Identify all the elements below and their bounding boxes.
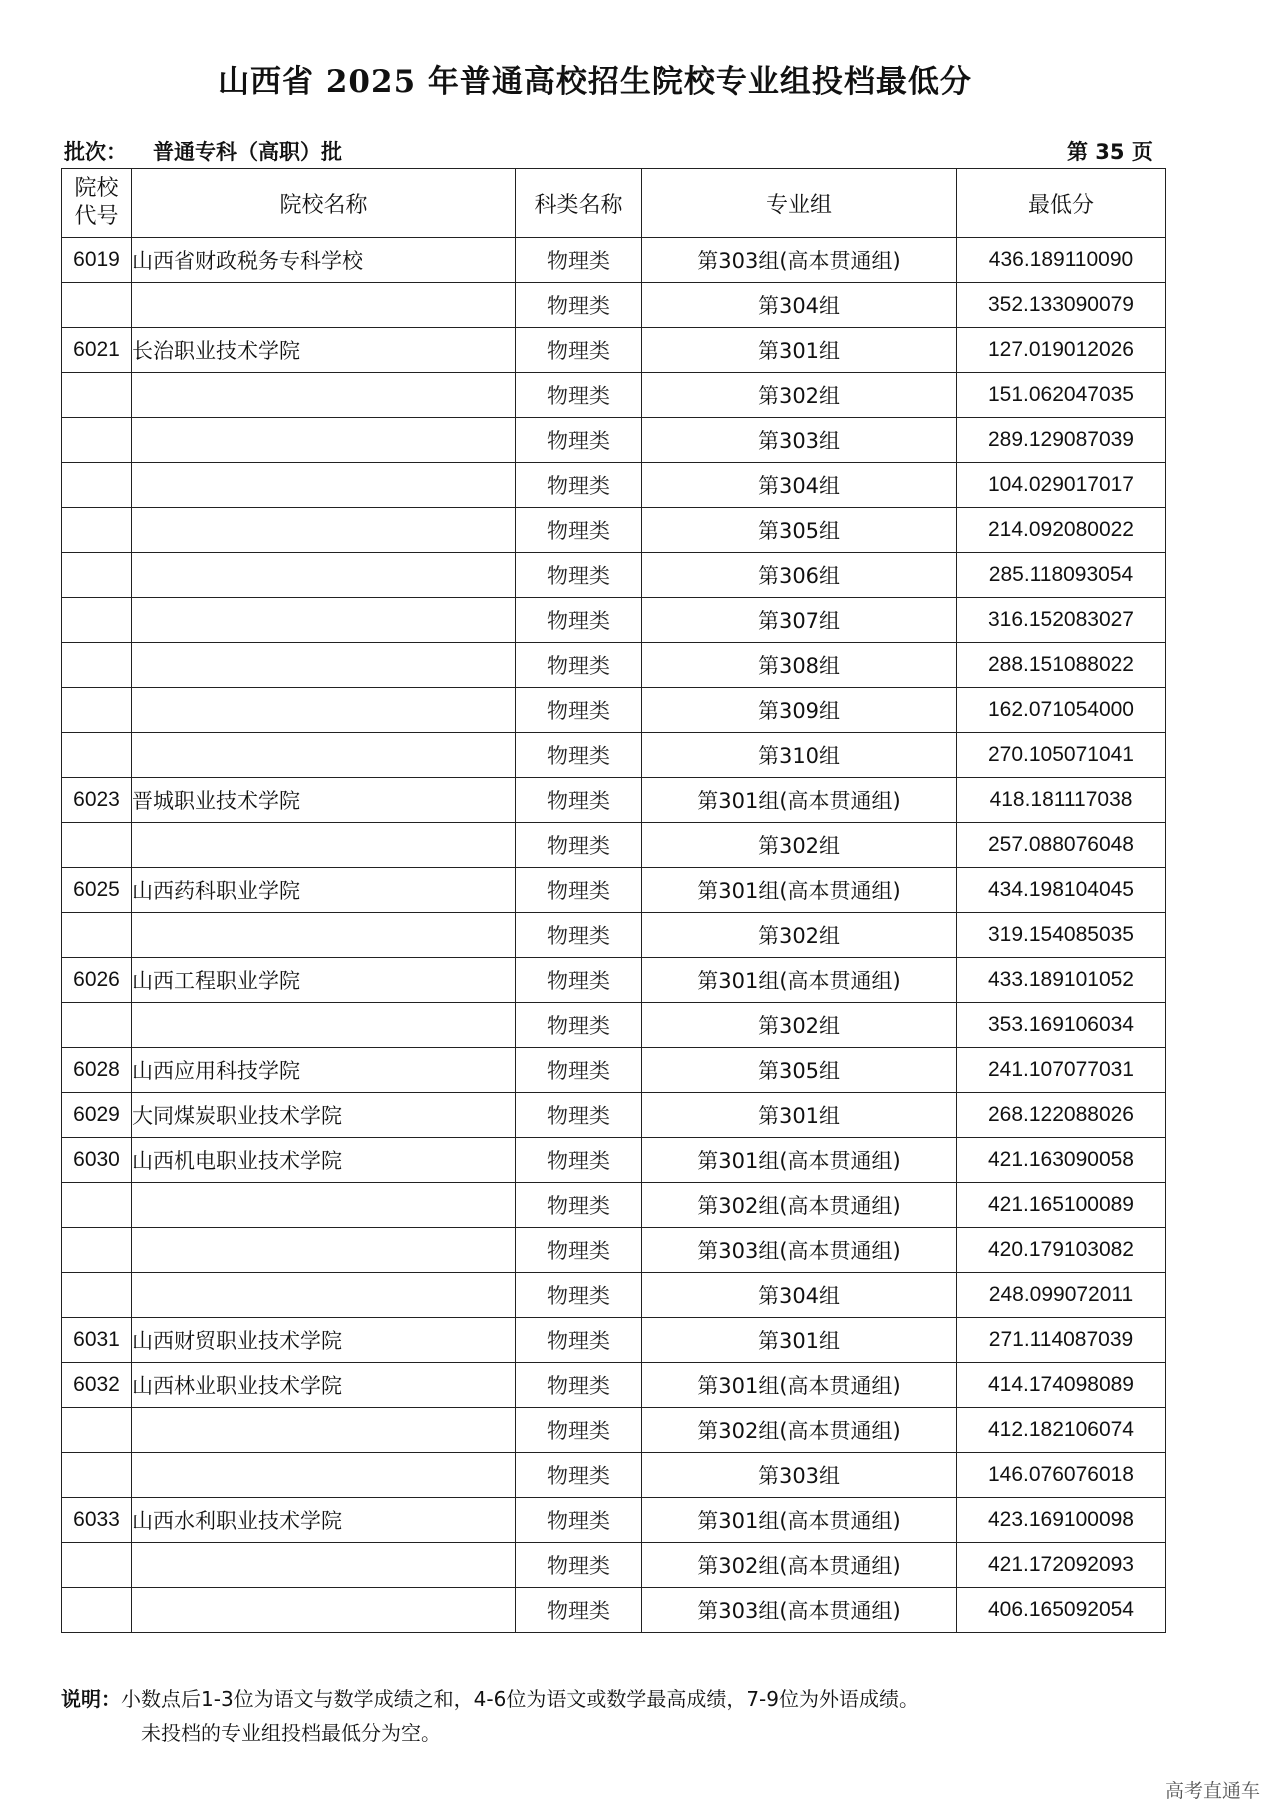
table-row — [62, 373, 1166, 418]
table-body — [62, 238, 1166, 1633]
cell-category: 物理类 — [516, 1183, 642, 1228]
table-row — [62, 733, 1166, 778]
cell-category: 物理类 — [516, 1498, 642, 1543]
cell-min-score: 418.181117038 — [957, 778, 1166, 823]
cell-category: 物理类 — [516, 1048, 642, 1093]
table-row — [62, 1318, 1166, 1363]
cell-min-score: 271.114087039 — [957, 1318, 1166, 1363]
cell-school-code: 6026 — [62, 958, 132, 1003]
table-row — [62, 508, 1166, 553]
cell-school-code: 6029 — [62, 1093, 132, 1138]
cell-min-score: 352.133090079 — [957, 283, 1166, 328]
cell-school-code — [62, 1408, 132, 1453]
cell-school-code — [62, 1543, 132, 1588]
cell-school-name — [132, 733, 516, 778]
cell-major-group: 第302组 — [642, 373, 957, 418]
cell-category: 物理类 — [516, 283, 642, 328]
cell-major-group: 第301组(高本贯通组) — [642, 1138, 957, 1183]
batch-value: 普通专科（高职）批 — [153, 140, 342, 164]
cell-school-name: 山西财贸职业技术学院 — [132, 1318, 516, 1363]
cell-school-code — [62, 733, 132, 778]
cell-category: 物理类 — [516, 1273, 642, 1318]
cell-min-score: 434.198104045 — [957, 868, 1166, 913]
table-row — [62, 1543, 1166, 1588]
cell-school-code — [62, 643, 132, 688]
cell-category: 物理类 — [516, 1408, 642, 1453]
cell-min-score: 319.154085035 — [957, 913, 1166, 958]
table-row — [62, 238, 1166, 283]
cell-school-code — [62, 283, 132, 328]
cell-category: 物理类 — [516, 1363, 642, 1408]
cell-category: 物理类 — [516, 1453, 642, 1498]
cell-category: 物理类 — [516, 958, 642, 1003]
cell-category: 物理类 — [516, 553, 642, 598]
table-row — [62, 1588, 1166, 1633]
cell-school-name — [132, 1588, 516, 1633]
cell-school-name — [132, 688, 516, 733]
table-row — [62, 958, 1166, 1003]
cell-school-name — [132, 418, 516, 463]
cell-school-code: 6025 — [62, 868, 132, 913]
cell-major-group: 第303组 — [642, 1453, 957, 1498]
cell-min-score: 146.076076018 — [957, 1453, 1166, 1498]
cell-major-group: 第301组 — [642, 1318, 957, 1363]
cell-major-group: 第307组 — [642, 598, 957, 643]
cell-school-name — [132, 913, 516, 958]
cell-min-score: 127.019012026 — [957, 328, 1166, 373]
cell-major-group: 第305组 — [642, 1048, 957, 1093]
table-row — [62, 1408, 1166, 1453]
cell-major-group: 第308组 — [642, 643, 957, 688]
header-category: 科类名称 — [516, 169, 642, 238]
cell-school-name — [132, 643, 516, 688]
cell-category: 物理类 — [516, 463, 642, 508]
cell-major-group: 第304组 — [642, 283, 957, 328]
table-row — [62, 1228, 1166, 1273]
header-name: 院校名称 — [132, 169, 516, 238]
cell-school-name — [132, 1273, 516, 1318]
cell-school-code — [62, 823, 132, 868]
cell-school-code — [62, 1588, 132, 1633]
cell-category: 物理类 — [516, 418, 642, 463]
cell-min-score: 406.165092054 — [957, 1588, 1166, 1633]
cell-school-code: 6019 — [62, 238, 132, 283]
cell-school-code: 6030 — [62, 1138, 132, 1183]
cell-school-code: 6031 — [62, 1318, 132, 1363]
score-table — [61, 168, 1166, 1633]
header-code — [62, 169, 132, 238]
table-row — [62, 1273, 1166, 1318]
cell-school-code — [62, 688, 132, 733]
table-row — [62, 823, 1166, 868]
cell-category: 物理类 — [516, 643, 642, 688]
cell-min-score: 414.174098089 — [957, 1363, 1166, 1408]
table-row — [62, 1363, 1166, 1408]
cell-category: 物理类 — [516, 373, 642, 418]
cell-school-name — [132, 1543, 516, 1588]
cell-school-name: 山西应用科技学院 — [132, 1048, 516, 1093]
table-row — [62, 643, 1166, 688]
cell-major-group: 第302组 — [642, 1003, 957, 1048]
cell-school-name — [132, 373, 516, 418]
cell-category: 物理类 — [516, 868, 642, 913]
cell-school-name — [132, 508, 516, 553]
table-row — [62, 688, 1166, 733]
cell-min-score: 420.179103082 — [957, 1228, 1166, 1273]
cell-category: 物理类 — [516, 1093, 642, 1138]
table-header-row — [62, 169, 1166, 238]
cell-school-name — [132, 1003, 516, 1048]
cell-min-score: 436.189110090 — [957, 238, 1166, 283]
cell-school-name — [132, 1228, 516, 1273]
table-row — [62, 463, 1166, 508]
cell-min-score: 421.163090058 — [957, 1138, 1166, 1183]
cell-category: 物理类 — [516, 598, 642, 643]
cell-min-score: 421.165100089 — [957, 1183, 1166, 1228]
cell-school-name: 山西省财政税务专科学校 — [132, 238, 516, 283]
header-score: 最低分 — [957, 169, 1166, 238]
cell-min-score: 433.189101052 — [957, 958, 1166, 1003]
cell-major-group: 第301组 — [642, 1093, 957, 1138]
cell-major-group: 第305组 — [642, 508, 957, 553]
cell-school-name: 山西水利职业技术学院 — [132, 1498, 516, 1543]
cell-school-code — [62, 598, 132, 643]
cell-category: 物理类 — [516, 1588, 642, 1633]
cell-min-score: 248.099072011 — [957, 1273, 1166, 1318]
table-row — [62, 1498, 1166, 1543]
cell-school-code — [62, 553, 132, 598]
cell-category: 物理类 — [516, 328, 642, 373]
cell-major-group: 第302组(高本贯通组) — [642, 1183, 957, 1228]
cell-category: 物理类 — [516, 823, 642, 868]
cell-category: 物理类 — [516, 1138, 642, 1183]
table-row — [62, 598, 1166, 643]
cell-min-score: 316.152083027 — [957, 598, 1166, 643]
watermark: 高考直通车 — [1164, 1780, 1260, 1802]
table-row — [62, 283, 1166, 328]
cell-school-name: 长治职业技术学院 — [132, 328, 516, 373]
cell-school-name — [132, 598, 516, 643]
cell-school-code — [62, 463, 132, 508]
table-row — [62, 1048, 1166, 1093]
cell-category: 物理类 — [516, 913, 642, 958]
cell-major-group: 第302组(高本贯通组) — [642, 1543, 957, 1588]
cell-min-score: 162.071054000 — [957, 688, 1166, 733]
cell-major-group: 第310组 — [642, 733, 957, 778]
cell-school-name — [132, 1453, 516, 1498]
cell-school-code — [62, 1228, 132, 1273]
cell-min-score: 151.062047035 — [957, 373, 1166, 418]
cell-school-name — [132, 283, 516, 328]
cell-major-group: 第301组(高本贯通组) — [642, 1363, 957, 1408]
cell-min-score: 412.182106074 — [957, 1408, 1166, 1453]
table-row — [62, 868, 1166, 913]
table-row — [62, 553, 1166, 598]
cell-min-score: 241.107077031 — [957, 1048, 1166, 1093]
cell-major-group: 第304组 — [642, 1273, 957, 1318]
cell-school-name: 山西林业职业技术学院 — [132, 1363, 516, 1408]
cell-min-score: 353.169106034 — [957, 1003, 1166, 1048]
cell-min-score: 257.088076048 — [957, 823, 1166, 868]
table-row — [62, 1183, 1166, 1228]
cell-min-score: 421.172092093 — [957, 1543, 1166, 1588]
footnote — [61, 1682, 1191, 1750]
cell-school-name: 山西药科职业学院 — [132, 868, 516, 913]
cell-school-code: 6033 — [62, 1498, 132, 1543]
cell-major-group: 第301组 — [642, 328, 957, 373]
cell-major-group: 第309组 — [642, 688, 957, 733]
cell-category: 物理类 — [516, 688, 642, 733]
cell-school-name: 山西工程职业学院 — [132, 958, 516, 1003]
cell-school-name — [132, 1183, 516, 1228]
cell-school-name — [132, 823, 516, 868]
cell-category: 物理类 — [516, 1228, 642, 1273]
cell-category: 物理类 — [516, 778, 642, 823]
table-row — [62, 328, 1166, 373]
cell-min-score: 423.169100098 — [957, 1498, 1166, 1543]
cell-school-code: 6021 — [62, 328, 132, 373]
cell-major-group: 第306组 — [642, 553, 957, 598]
batch-info — [64, 136, 342, 166]
cell-school-code — [62, 1453, 132, 1498]
cell-category: 物理类 — [516, 1318, 642, 1363]
cell-school-code — [62, 508, 132, 553]
cell-min-score: 104.029017017 — [957, 463, 1166, 508]
cell-school-name: 山西机电职业技术学院 — [132, 1138, 516, 1183]
cell-category: 物理类 — [516, 508, 642, 553]
cell-major-group: 第302组 — [642, 913, 957, 958]
cell-school-code: 6032 — [62, 1363, 132, 1408]
cell-major-group: 第303组(高本贯通组) — [642, 1588, 957, 1633]
cell-major-group: 第302组(高本贯通组) — [642, 1408, 957, 1453]
cell-major-group: 第304组 — [642, 463, 957, 508]
table-row — [62, 418, 1166, 463]
table-row — [62, 778, 1166, 823]
cell-school-code: 6028 — [62, 1048, 132, 1093]
table-row — [62, 1093, 1166, 1138]
cell-school-code — [62, 1183, 132, 1228]
table-row — [62, 913, 1166, 958]
cell-major-group: 第301组(高本贯通组) — [642, 868, 957, 913]
cell-category: 物理类 — [516, 238, 642, 283]
cell-school-name — [132, 463, 516, 508]
cell-school-name: 大同煤炭职业技术学院 — [132, 1093, 516, 1138]
cell-min-score: 289.129087039 — [957, 418, 1166, 463]
note-label: 说明： — [61, 1687, 121, 1711]
cell-school-code — [62, 913, 132, 958]
cell-min-score: 285.118093054 — [957, 553, 1166, 598]
cell-min-score: 288.151088022 — [957, 643, 1166, 688]
cell-major-group: 第302组 — [642, 823, 957, 868]
page-number: 第 35 页 — [1067, 140, 1153, 164]
cell-school-name — [132, 553, 516, 598]
cell-major-group: 第301组(高本贯通组) — [642, 1498, 957, 1543]
cell-category: 物理类 — [516, 1003, 642, 1048]
cell-major-group: 第303组(高本贯通组) — [642, 1228, 957, 1273]
cell-school-name — [132, 1408, 516, 1453]
note-line1: 小数点后1-3位为语文与数学成绩之和，4-6位为语文或数学最高成绩，7-9位为外语成绩。 — [121, 1687, 919, 1711]
cell-school-name: 晋城职业技术学院 — [132, 778, 516, 823]
header-group: 专业组 — [642, 169, 957, 238]
cell-min-score: 270.105071041 — [957, 733, 1166, 778]
cell-category: 物理类 — [516, 733, 642, 778]
table-row — [62, 1003, 1166, 1048]
cell-school-code — [62, 1003, 132, 1048]
cell-major-group: 第301组(高本贯通组) — [642, 778, 957, 823]
page-title: 山西省 2025 年普通高校招生院校专业组投档最低分 — [218, 64, 972, 100]
cell-school-code — [62, 418, 132, 463]
table-row — [62, 1453, 1166, 1498]
cell-school-code — [62, 1273, 132, 1318]
cell-major-group: 第301组(高本贯通组) — [642, 958, 957, 1003]
cell-min-score: 214.092080022 — [957, 508, 1166, 553]
batch-label: 批次： — [64, 140, 127, 164]
cell-school-code — [62, 373, 132, 418]
cell-category: 物理类 — [516, 1543, 642, 1588]
cell-major-group: 第303组(高本贯通组) — [642, 238, 957, 283]
table-row — [62, 1138, 1166, 1183]
cell-major-group: 第303组 — [642, 418, 957, 463]
header-code-line1: 院校 — [74, 176, 119, 201]
cell-min-score: 268.122088026 — [957, 1093, 1166, 1138]
note-line2: 未投档的专业组投档最低分为空。 — [141, 1721, 441, 1745]
cell-school-code: 6023 — [62, 778, 132, 823]
header-code-line2: 代号 — [74, 204, 119, 229]
